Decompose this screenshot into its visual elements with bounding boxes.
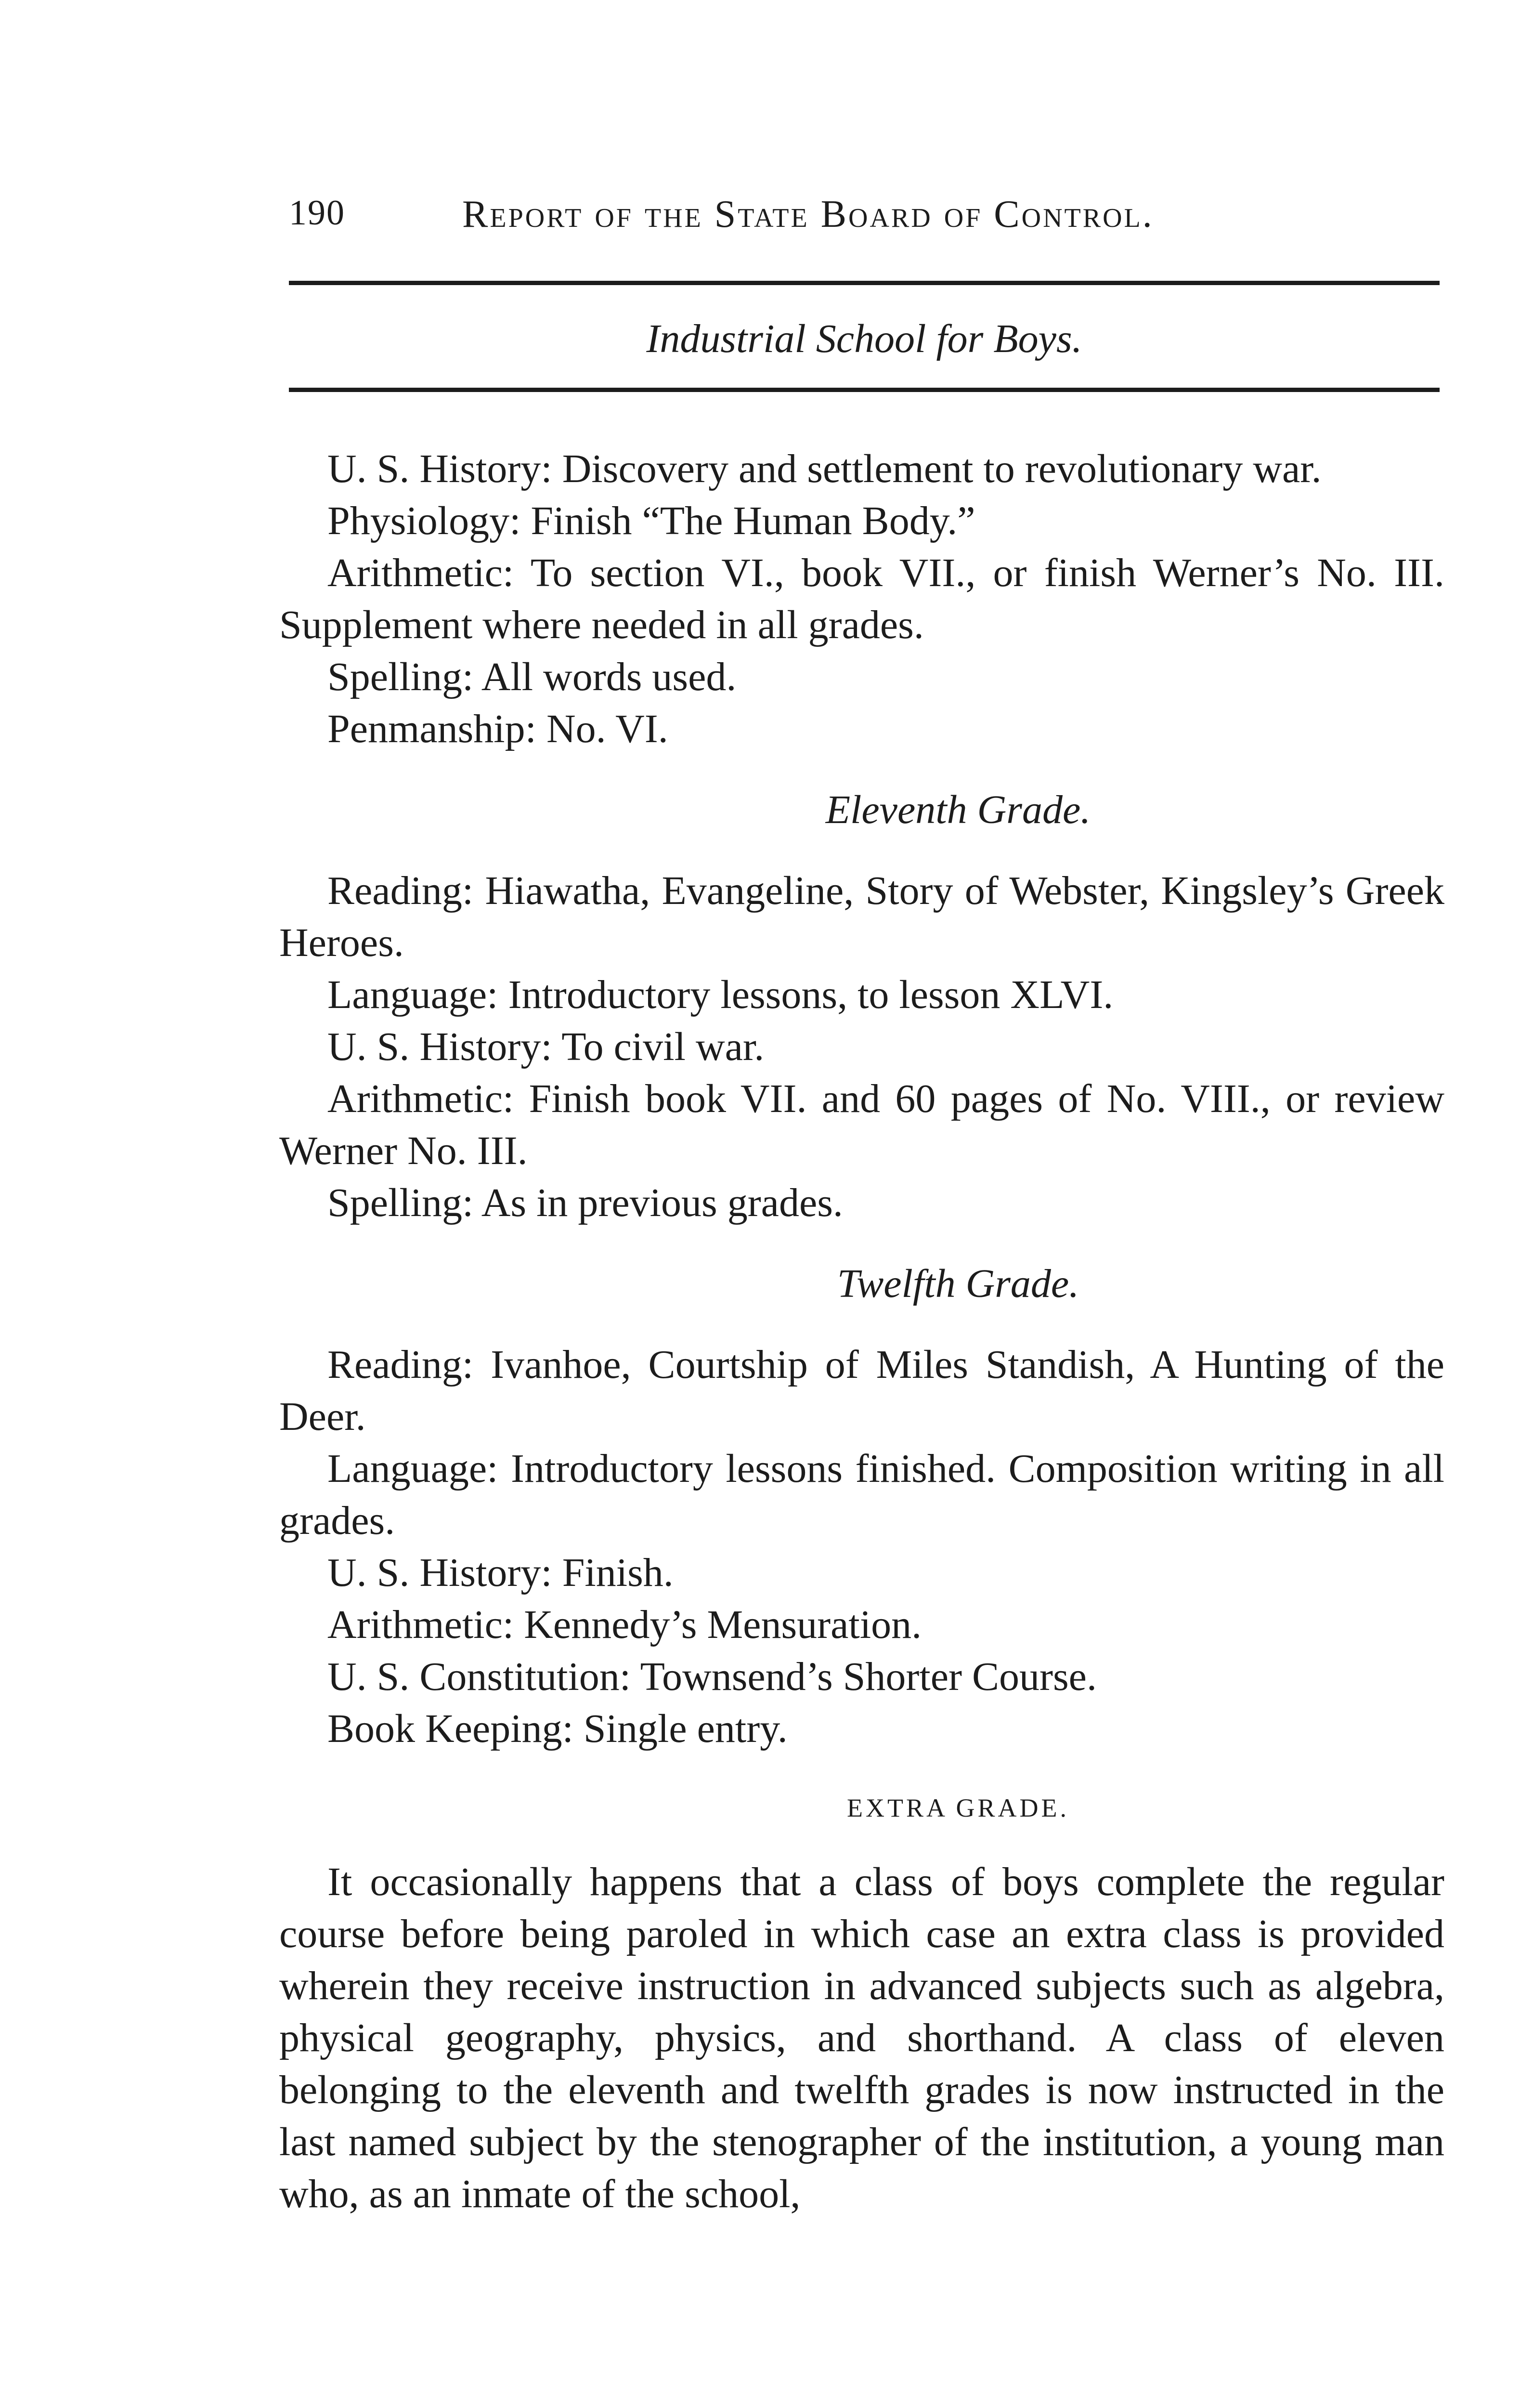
course-item: Spelling: As in previous grades. [327, 1180, 843, 1225]
page-number: 190 [289, 193, 345, 233]
course-item: Physiology: Finish “The Human Body.” [327, 498, 975, 543]
course-item: Language: Introductory lessons, to lesson XLVI. [327, 972, 1114, 1017]
course-item: U. S. Constitution: Townsend’s Shorter Course. [327, 1654, 1097, 1699]
course-item: Arithmetic: To section VI., book VII., or finish Werner’s No. III. Supplement where needed in all grades. [279, 550, 1444, 647]
course-item: U. S. History: Discovery and settlement to revolutionary war. [327, 446, 1322, 491]
header-rule-top [289, 281, 1440, 285]
course-item: U. S. History: To civil war. [327, 1024, 765, 1069]
course-item: Language: Introductory lessons finished. Composition writing in all grades. [279, 1446, 1444, 1543]
course-item: Arithmetic: Kennedy’s Mensuration. [327, 1602, 922, 1647]
eleventh-grade-list [279, 865, 1444, 1229]
header-rule-bottom [289, 388, 1440, 392]
course-item: Reading: Hiawatha, Evangeline, Story of Webster, Kingsley’s Greek Heroes. [279, 868, 1444, 965]
course-item: U. S. History: Finish. [327, 1550, 674, 1595]
course-item: Spelling: All words used. [327, 654, 737, 699]
eleventh-grade-heading: Eleventh Grade. [825, 787, 1091, 832]
course-item: Arithmetic: Finish book VII. and 60 pages of No. VIII., or review Werner No. III. [279, 1076, 1444, 1173]
running-title: Report of the State Board of Control. [462, 193, 1154, 236]
body-text [279, 443, 1444, 2220]
extra-grade-heading: EXTRA GRADE. [847, 1793, 1069, 1822]
section-title: Industrial School for Boys. [646, 316, 1082, 361]
course-item: Reading: Ivanhoe, Courtship of Miles Standish, A Hunting of the Deer. [279, 1342, 1444, 1439]
course-item: Penmanship: No. VI. [327, 707, 668, 751]
course-item: Book Keeping: Single entry. [327, 1706, 788, 1751]
tenth-grade-list [279, 443, 1444, 755]
page-header [289, 193, 1440, 246]
twelfth-grade-list [279, 1339, 1444, 1755]
extra-grade-paragraph: It occasionally happens that a class of boys complete the regular course before being paroled in which case an extra class is provided wherein they receive instruction in advanced subjects such as algebra, physical geography, physics, and shorthand. A class of eleven belonging to the eleventh and twelfth grades is now instructed in the last named subject by the stenographer of the institution, a young man who, as an inmate of the school, [279, 1859, 1444, 2216]
twelfth-grade-heading: Twelfth Grade. [837, 1261, 1079, 1306]
